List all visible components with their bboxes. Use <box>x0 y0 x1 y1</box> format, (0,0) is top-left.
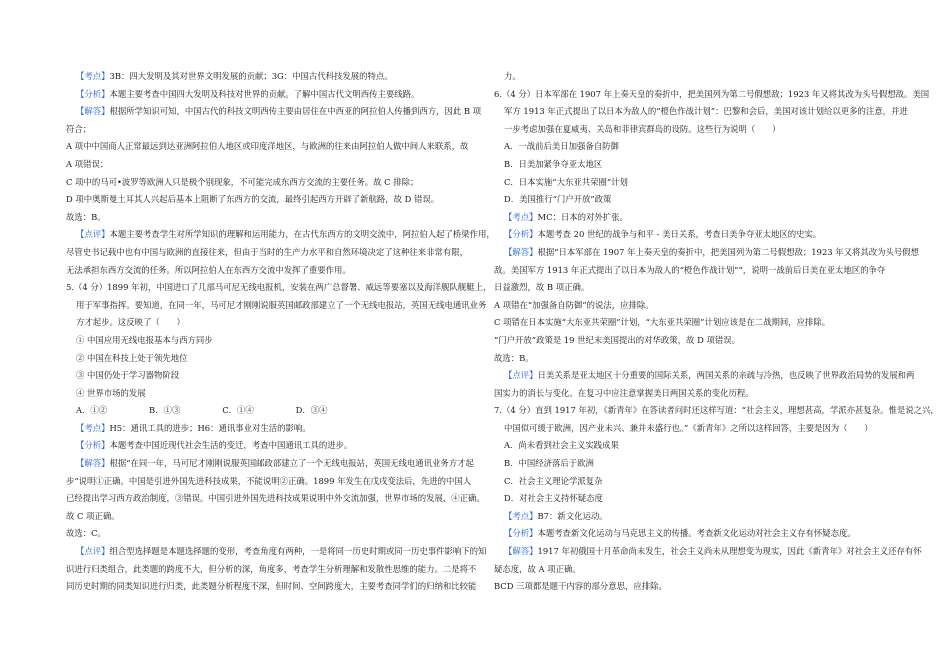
text-line <box>494 543 922 561</box>
line-text: C 项错在日本实施“大东亚共荣圈”计划，“大东亚共荣圈”计划应该是在二战期间，应排除。 <box>494 317 831 328</box>
section-tag: 【分析】 <box>504 229 538 240</box>
line-text: B．中国经济落后于欧洲 <box>504 458 594 469</box>
line-text: 已经提出学习西方政治制度，③错误。中国引进外国先进科技成果说明中外交流加强，世界市场的发展，④正确。 <box>66 493 485 504</box>
line-text: 7.（4 分）直到 1917 年初，《新青年》在答读者问时还这样写道：“社会主义，理想甚高，学派亦甚复杂。惟是说之兴， <box>494 405 939 416</box>
line-text: 本题主要考查学生对所学知识的理解和运用能力，在古代东西方的文明交流中，阿拉伯人起了桥梁作用， <box>109 229 495 240</box>
text-line <box>66 561 476 579</box>
section-tag: 【考点】 <box>504 510 538 521</box>
text-line <box>494 262 894 280</box>
text-line <box>66 279 492 297</box>
line-text: “门户开放”政策是 19 世纪末美国提出的对华政策，故 D 项错误。 <box>494 334 740 345</box>
line-text: 6.（4 分）日本军部在 1907 年上奏天皇的奏折中，把美国列为第二号假想敌；1923 年又将其改为头号假想敌。美国 <box>494 88 930 99</box>
line-text: 根据“在同一年，马可尼才刚刚说服英国邮政部建立了一个无线电报站，英国无线电通讯业务方才起 <box>109 458 474 469</box>
line-text: C．日本实施“大东亚共荣圈”计划 <box>504 176 628 187</box>
line-text: 本题考查 20 世纪的战争与和平 - 美日关系，考查日美争夺亚太地区的史实。 <box>537 229 822 240</box>
line-text: BCD 三项都是题干内容的部分意思，应排除。 <box>494 581 667 592</box>
text-line <box>66 86 476 104</box>
text-line <box>494 420 894 438</box>
text-line <box>494 490 894 508</box>
line-text: 组合型选择题是本题选择题的变形，考查角度有两种，一是将同一历史时期或同一历史事件影响下的知 <box>109 546 487 557</box>
line-text: 日美关系是亚太地区十分重要的国际关系，两国关系的亲疏与冷热，也反映了世界政治局势的发展和两 <box>537 370 915 381</box>
text-line <box>494 367 915 385</box>
line-text: 日益激烈，故 B 项正确。 <box>494 282 590 293</box>
section-tag: 【分析】 <box>76 88 110 99</box>
line-text: 识进行归类组合，此类题的跨度不大，但分析的深，角度多，考查学生分析理解和发散性思维的能力。二是将不 <box>66 563 477 574</box>
line-text: 用于军事指挥。要知道，在同一年，马可尼才刚刚说服英国邮政部建立了一个无线电报站，英国无线电通讯业务 <box>76 299 487 310</box>
line-text: 5.（4 分）1899 年初，中国进口了几部马可尼无线电报机，安装在两广总督署、威远等要塞以及海洋舰队舰艇上， <box>66 282 492 293</box>
text-line <box>66 420 476 438</box>
text-line <box>494 86 930 104</box>
line-text: C．社会主义理论学派复杂 <box>504 475 603 486</box>
text-line <box>494 402 939 420</box>
text-line <box>66 508 476 526</box>
right-column <box>494 68 939 596</box>
line-text: 故 C 项正确。 <box>66 510 120 521</box>
text-line <box>494 138 894 156</box>
text-line <box>66 103 482 121</box>
text-line <box>494 332 894 350</box>
text-line <box>494 156 894 174</box>
text-line <box>66 490 485 508</box>
line-text: 疑态度，故 A 项正确。 <box>494 563 581 574</box>
text-line <box>66 138 476 156</box>
text-line <box>494 455 894 473</box>
text-line <box>494 350 894 368</box>
text-line <box>494 226 894 244</box>
line-text: 故选：B。 <box>66 211 106 222</box>
section-tag: 【解答】 <box>504 246 538 257</box>
text-line <box>66 156 476 174</box>
line-text: ① 中国应用无线电报基本与西方同步 <box>76 334 213 345</box>
text-line <box>494 473 894 491</box>
line-text: 军方 1913 年正式提出了以日本为敌人的“橙色作战计划”：巴黎和会后，美国对该计划给以更多的注意，并进 <box>504 106 908 117</box>
text-line <box>494 314 894 332</box>
line-text: A．尚未看到社会主义实践成果 <box>504 440 619 451</box>
text-line <box>494 103 908 121</box>
section-tag: 【分析】 <box>504 528 538 539</box>
text-line <box>494 279 894 297</box>
line-text: 步”说明①正确。中国是引进外国先进科技成果，不能说明②正确。1899 年发生在戊戌变法后，先进的中国人 <box>66 475 472 486</box>
line-text: 本题主要考查中国四大发明及科技对世界的贡献。了解中国古代文明西传主要线路。 <box>109 88 420 99</box>
text-line <box>66 244 476 262</box>
section-tag: 【解答】 <box>504 546 538 557</box>
text-line <box>494 297 894 315</box>
section-tag: 【解答】 <box>76 458 110 469</box>
section-tag: 【点评】 <box>76 546 110 557</box>
line-text: 尽管史书记载中也有中国与欧洲的直接往来，但由于当时的生产力水平和自然环境决定了这种往来非常有限， <box>66 246 468 257</box>
line-text: 敌。美国军方 1913 年正式提出了以日本为敌人的“橙色作战计划””，说明一战前后日美在亚太地区的争夺 <box>494 264 886 275</box>
section-tag: 【考点】 <box>76 71 110 81</box>
text-line <box>66 578 476 596</box>
line-text: 3B：四大发明及其对世界文明发展的贡献；3G：中国古代科技发展的特点。 <box>109 71 393 81</box>
line-text: A．①② B．①③ C．①④ D．③④ <box>76 405 328 416</box>
text-line <box>66 350 476 368</box>
line-text: 根据“日本军部在 1907 年上奏天皇的奏折中，把美国列为第二号假想敌；1923 年又将其改为头号假想 <box>537 246 920 257</box>
text-line <box>66 367 476 385</box>
text-line <box>66 543 487 561</box>
line-text: D．美国推行“门户开放”政策 <box>504 194 612 205</box>
text-line <box>494 437 894 455</box>
line-text: H5：通讯工具的进步；H6：通讯事业对生活的影响。 <box>109 422 311 433</box>
line-text: 符合； <box>66 123 92 134</box>
line-text: B7：新文化运动。 <box>537 510 608 521</box>
line-text: 方才起步。这反映了（ ） <box>76 317 185 328</box>
line-text: 1917 年初俄国十月革命尚未发生，社会主义尚未从理想变为现实，因此《新青年》对社会主义还存有怀 <box>537 546 922 557</box>
line-text: D 项中奥斯曼土耳其人兴起后基本上阻断了东西方的交流，最终引起西方开辟了新航路，故 D 错误。 <box>66 194 440 205</box>
section-tag: 【考点】 <box>76 422 110 433</box>
section-tag: 【解答】 <box>76 106 110 117</box>
section-tag: 【点评】 <box>76 229 110 240</box>
text-line <box>494 191 894 209</box>
section-tag: 【点评】 <box>504 370 538 381</box>
text-line <box>494 508 894 526</box>
line-text: 同历史时期的同类知识进行归类，此类题分析程度不深，但时间、空间跨度大，主要考查同学们的归纳和比较能 <box>66 581 477 592</box>
text-line <box>66 455 476 473</box>
line-text: B．日美加紧争夺亚太地区 <box>504 158 603 169</box>
text-line <box>66 174 476 192</box>
section-tag: 【考点】 <box>504 211 538 222</box>
text-line <box>494 385 894 403</box>
line-text: A．一战前后美日加强备自防御 <box>504 141 619 152</box>
text-line <box>66 473 476 491</box>
text-line <box>66 385 476 403</box>
text-line <box>66 121 476 139</box>
text-line <box>66 226 495 244</box>
line-text: 根据所学知识可知，中国古代的科技文明西传主要由居住在中西亚的阿拉伯人传播到西方，因此 B 项 <box>109 106 482 117</box>
text-line <box>494 561 894 579</box>
line-text: 一步考虑加强在夏威夷、关岛和菲律宾群岛的设防。这些行为说明（ ） <box>504 123 781 134</box>
line-text: 无法承担东西方交流的任务。所以阿拉伯人在东西方交流中发挥了重要作用。 <box>66 264 351 275</box>
line-text: 力。 <box>504 71 521 81</box>
text-line <box>494 244 920 262</box>
text-line <box>494 209 894 227</box>
line-text: A 项中中国商人正常最远到达亚洲阿拉伯人地区或印度洋地区，与欧洲的往来由阿拉伯人做中间人来联系，故 <box>66 141 469 152</box>
text-line <box>66 314 476 332</box>
text-line <box>494 121 894 139</box>
text-line <box>66 209 476 227</box>
line-text: 故选：C。 <box>66 528 106 539</box>
text-line <box>494 174 894 192</box>
text-line <box>66 332 476 350</box>
text-line <box>66 262 476 280</box>
text-line <box>494 525 894 543</box>
text-line <box>494 68 894 86</box>
line-text: 本题考查新文化运动与马克思主义的传播。考查新文化运动对社会主义存有怀疑态度。 <box>537 528 856 539</box>
line-text: A 项错误； <box>66 158 109 169</box>
line-text: 本题考查中国近现代社会生活的变迁，考查中国通讯工具的进步。 <box>109 440 353 451</box>
line-text: ② 中国在科技上处于领先地位 <box>76 352 188 363</box>
line-text: 故选：B。 <box>494 352 534 363</box>
line-text: 中国似可缓于欧洲，因产业未兴、兼并未盛行也。”《新青年》之所以这样回答，主要是因为（ ） <box>504 422 873 433</box>
section-tag: 【分析】 <box>76 440 110 451</box>
line-text: A 项错在“加强备自防御”的说法，应排除。 <box>494 299 654 310</box>
line-text: ③ 中国仍处于学习器物阶段 <box>76 370 180 381</box>
text-line <box>494 578 894 596</box>
text-line <box>66 68 476 86</box>
text-line <box>66 437 476 455</box>
left-column <box>66 68 495 596</box>
line-text: D．对社会主义持怀疑态度 <box>504 493 603 504</box>
text-line <box>66 191 476 209</box>
line-text: 国实力的消长与变化。在复习中应注意掌握美日两国关系的变化历程。 <box>494 387 754 398</box>
line-text: C 项中的马可•波罗等欧洲人只是极个别现象，不可能完成东西方交流的主要任务。故 C 排除； <box>66 176 419 187</box>
text-line <box>66 525 476 543</box>
line-text: MC：日本的对外扩张。 <box>537 211 628 222</box>
text-line <box>66 402 476 420</box>
text-line <box>66 297 487 315</box>
line-text: ④ 世界市场的发展 <box>76 387 146 398</box>
